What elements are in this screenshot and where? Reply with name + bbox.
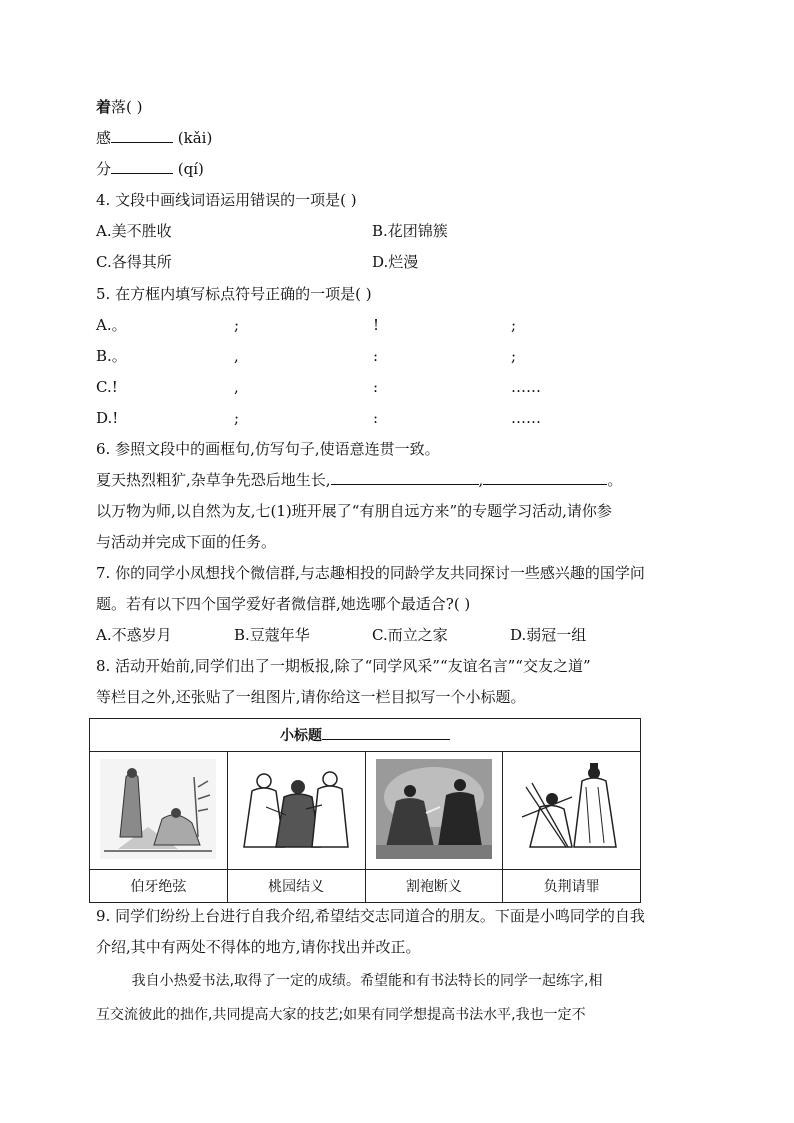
q7-option-d: D.弱冠一组 xyxy=(510,626,587,644)
activity-intro-2: 与活动并完成下面的任务。 xyxy=(96,533,277,551)
activity-intro-1: 以万物为师,以自然为友,七(1)班开展了“有朋自远方来”的专题学习活动,请你参 xyxy=(96,502,612,520)
q5-b-2: , xyxy=(234,347,239,365)
q5-a-4: ; xyxy=(511,316,517,334)
q5-a-2: ; xyxy=(234,316,240,334)
q5-d-3: : xyxy=(373,409,379,427)
passage-line-2: 互交流彼此的拙作,共同提高大家的技艺;如果有同学想提高书法水平,我也一定不 xyxy=(96,1007,586,1023)
q6-sentence: 夏天热烈粗犷,杂草争先恐后地生长, , 。 xyxy=(96,471,623,489)
question-9-line-1: 9. 同学们纷纷上台进行自我介绍,希望结交志同道合的朋友。下面是小鸣同学的自我 xyxy=(96,907,645,925)
taoyuan-illustration xyxy=(236,757,356,861)
question-9-line-2: 介绍,其中有两处不得体的地方,请你找出并改正。 xyxy=(96,938,421,956)
q5-b-3: : xyxy=(373,347,379,365)
picture-gepao xyxy=(365,752,503,870)
self-intro-passage xyxy=(96,964,700,1032)
q4-option-d: D.烂漫 xyxy=(372,253,419,271)
line-kai: 感 (kǎi) xyxy=(96,129,213,147)
q5-a-3: ! xyxy=(373,316,380,334)
q5-d-1: D.! xyxy=(96,409,119,427)
boya-illustration xyxy=(98,757,218,861)
q5-c-2: , xyxy=(234,378,239,396)
answer-blank[interactable] xyxy=(483,470,607,485)
q5-d-2: ; xyxy=(234,409,240,427)
answer-blank[interactable] xyxy=(111,159,173,174)
gepao-illustration xyxy=(374,757,494,861)
q5-c-4: …… xyxy=(511,378,541,396)
picture-boya xyxy=(90,752,228,870)
q4-option-b: B.花团锦簇 xyxy=(372,222,448,240)
q5-b-1: B.。 xyxy=(96,347,127,365)
q5-b-4: ; xyxy=(511,347,517,365)
question-7-line-2: 题。若有以下四个国学爱好者微信群,她选哪个最适合?( ) xyxy=(96,595,471,613)
table-title-cell xyxy=(90,719,641,752)
line-zhuoluo: 着落( ) xyxy=(96,98,143,116)
q5-c-1: C.! xyxy=(96,378,118,396)
q4-option-c: C.各得其所 xyxy=(96,253,172,271)
question-7-line-1: 7. 你的同学小凤想找个微信群,与志趣相投的同龄学友共同探讨一些感兴趣的国学问 xyxy=(96,564,645,582)
answer-blank[interactable] xyxy=(111,128,173,143)
caption-fujing: 负荆请罪 xyxy=(503,870,641,903)
q5-d-4: …… xyxy=(511,409,541,427)
line-qi: 分 (qí) xyxy=(96,160,204,178)
question-8-line-2: 等栏目之外,还张贴了一组图片,请你给这一栏目拟写一个小标题。 xyxy=(96,688,526,706)
question-8-line-1: 8. 活动开始前,同学们出了一期板报,除了“同学风采”“友谊名言”“交友之道” xyxy=(96,657,591,675)
question-4: 4. 文段中画线词语运用错误的一项是( ) xyxy=(96,191,357,209)
question-5: 5. 在方框内填写标点符号正确的一项是( ) xyxy=(96,285,372,303)
answer-blank[interactable] xyxy=(331,470,479,485)
question-6: 6. 参照文段中的画框句,仿写句子,使语意连贯一致。 xyxy=(96,440,440,458)
q5-c-3: : xyxy=(373,378,379,396)
table-title: 小标题 xyxy=(280,728,322,744)
q5-a-1: A.。 xyxy=(96,316,127,334)
bold-char: 着 xyxy=(96,98,112,116)
caption-taoyuan: 桃园结义 xyxy=(227,870,365,903)
q7-option-c: C.而立之家 xyxy=(372,626,448,644)
picture-fujing xyxy=(503,752,641,870)
q7-option-b: B.豆蔻年华 xyxy=(234,626,310,644)
q7-option-a: A.不惑岁月 xyxy=(96,626,172,644)
fujing-illustration xyxy=(512,757,632,861)
passage-line-1: 我自小热爱书法,取得了一定的成绩。希望能和有书法特长的同学一起练字,相 xyxy=(96,973,603,989)
picture-taoyuan xyxy=(227,752,365,870)
caption-boya: 伯牙绝弦 xyxy=(90,870,228,903)
picture-table xyxy=(89,718,641,903)
q4-option-a: A.美不胜收 xyxy=(96,222,172,240)
title-answer-blank[interactable] xyxy=(322,725,450,740)
caption-gepao: 割袍断义 xyxy=(365,870,503,903)
